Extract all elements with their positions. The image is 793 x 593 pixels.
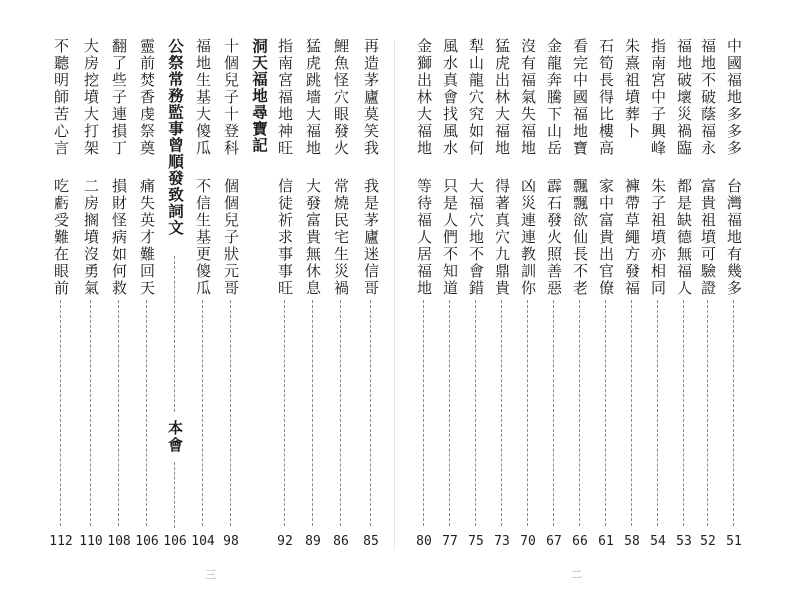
- toc-entry-second-line: 褲帶草繩方發福: [623, 178, 641, 297]
- toc-entry-second-line: 痛失英才難回天: [138, 178, 156, 297]
- toc-page-number: 52: [700, 534, 716, 549]
- toc-entry[interactable]: [489, 0, 515, 593]
- toc-entry-second-line: 凶災連連教訓你: [519, 178, 537, 297]
- toc-entry-second-line: 大福穴地不會錯: [467, 178, 485, 297]
- toc-entry-second-line: 二房搁墳沒勇氣: [82, 178, 100, 297]
- toc-entry[interactable]: [671, 0, 697, 593]
- toc-page-number: 77: [442, 534, 458, 549]
- toc-entry-first-line: 金獅出林大福地: [415, 38, 433, 157]
- toc-entry-first-line: 風水真會找風水: [441, 38, 459, 157]
- leader-dots: [174, 462, 175, 528]
- toc-entry[interactable]: [300, 0, 326, 593]
- toc-entry-second-line: 都是缺德無福人: [675, 178, 693, 297]
- leader-dots: [202, 300, 203, 526]
- toc-entry-first-line: 翻了些子連損丁: [110, 38, 128, 157]
- toc-page-number: 80: [416, 534, 432, 549]
- toc-entry[interactable]: [246, 0, 272, 593]
- toc-entry-second-line: 只是人們不知道: [441, 178, 459, 297]
- toc-page-number: 85: [363, 534, 379, 549]
- toc-page-number: 92: [277, 534, 293, 549]
- toc-page-number: 98: [223, 534, 239, 549]
- toc-page-number: 112: [49, 534, 73, 549]
- toc-section-heading: 公祭常務監事曾順發致詞文: [166, 38, 184, 236]
- toc-entry[interactable]: [134, 0, 160, 593]
- toc-entry[interactable]: [593, 0, 619, 593]
- toc-entry[interactable]: [78, 0, 104, 593]
- toc-entry[interactable]: [645, 0, 671, 593]
- leader-dots: [90, 300, 91, 526]
- toc-entry[interactable]: [328, 0, 354, 593]
- toc-entry-first-line: 福地不破蔭福永: [699, 38, 717, 157]
- leader-dots: [475, 300, 476, 526]
- toc-entry-first-line: 金龍奔騰下山岳: [545, 38, 563, 157]
- toc-page-number: 54: [650, 534, 666, 549]
- toc-entry-second-line: 損財怪病如何救: [110, 178, 128, 297]
- leader-dots: [631, 300, 632, 526]
- toc-entry[interactable]: [272, 0, 298, 593]
- toc-entry-first-line: 大房挖墳大打架: [82, 38, 100, 157]
- toc-entry[interactable]: [721, 0, 747, 593]
- toc-entry-first-line: 石筍長得比樓高: [597, 38, 615, 157]
- toc-entry-second-line: 霹石發火照善惡: [545, 178, 563, 297]
- leader-dots: [449, 300, 450, 526]
- toc-entry-first-line: 再造茅廬莫笑我: [362, 38, 380, 157]
- toc-page-number: 89: [305, 534, 321, 549]
- toc-page-number: 67: [546, 534, 562, 549]
- toc-entry-second-line: 信徒祈求事事旺: [276, 178, 294, 297]
- toc-entry-first-line: 沒有福氣失福地: [519, 38, 537, 157]
- page-footer-mark: 二: [571, 568, 582, 581]
- leader-dots: [605, 300, 606, 526]
- toc-entry[interactable]: [358, 0, 384, 593]
- toc-entry-second-line: 我是茅廬迷信哥: [362, 178, 380, 297]
- leader-dots: [118, 300, 119, 526]
- leader-dots: [230, 300, 231, 526]
- toc-entry-second-line: 常燒民宅生災禍: [332, 178, 350, 297]
- leader-dots: [370, 300, 371, 526]
- toc-entry-author: 本會: [166, 420, 184, 454]
- toc-page-number: 73: [494, 534, 510, 549]
- toc-entry-first-line: 指南宮中子興峰: [649, 38, 667, 157]
- toc-entry-second-line: 飄飄欲仙長不老: [571, 178, 589, 297]
- toc-page-number: 70: [520, 534, 536, 549]
- toc-entry-first-line: 看完中國福地寶: [571, 38, 589, 157]
- toc-entry-second-line: 不信生基更傻瓜: [194, 178, 212, 297]
- toc-page-number: 110: [79, 534, 103, 549]
- page-footer-mark: 三: [205, 568, 216, 581]
- leader-dots: [733, 300, 734, 526]
- toc-page-number: 51: [726, 534, 742, 549]
- toc-entry[interactable]: [695, 0, 721, 593]
- toc-entry-first-line: 指南宮福地神旺: [276, 38, 294, 157]
- toc-entry-second-line: 個個兒子狀元哥: [222, 178, 240, 297]
- toc-entry-first-line: 朱熹祖墳葬卜: [623, 38, 641, 140]
- page-gutter: [394, 40, 395, 550]
- toc-section-heading: 洞天福地尋寶記: [250, 38, 268, 154]
- leader-dots: [527, 300, 528, 526]
- toc-page-number: 106: [135, 534, 159, 549]
- toc-page-number: 53: [676, 534, 692, 549]
- leader-dots: [340, 300, 341, 526]
- leader-dots: [60, 300, 61, 526]
- toc-page-number: 66: [572, 534, 588, 549]
- leader-dots: [174, 256, 175, 412]
- toc-entry-first-line: 鯉魚怪穴眼發火: [332, 38, 350, 157]
- toc-entry-first-line: 靈前焚香虔祭奠: [138, 38, 156, 157]
- toc-entry[interactable]: [218, 0, 244, 593]
- toc-entry[interactable]: [567, 0, 593, 593]
- toc-entry-first-line: 十個兒子十登科: [222, 38, 240, 157]
- leader-dots: [146, 300, 147, 526]
- leader-dots: [312, 300, 313, 526]
- toc-entry-second-line: 吃虧受難在眼前: [52, 178, 70, 297]
- right-page: [396, 0, 793, 593]
- toc-entry-first-line: 中國福地多多多: [725, 38, 743, 157]
- toc-entry-first-line: 不聽明師苦心言: [52, 38, 70, 157]
- toc-entry[interactable]: [106, 0, 132, 593]
- toc-entry[interactable]: [190, 0, 216, 593]
- leader-dots: [579, 300, 580, 526]
- toc-page-number: 86: [333, 534, 349, 549]
- toc-entry[interactable]: [541, 0, 567, 593]
- toc-entry[interactable]: [619, 0, 645, 593]
- toc-page-number: 108: [107, 534, 131, 549]
- leader-dots: [423, 300, 424, 526]
- toc-entry[interactable]: [463, 0, 489, 593]
- leader-dots: [657, 300, 658, 526]
- left-page: [0, 0, 396, 593]
- toc-entry-second-line: 得著真穴九鼎貴: [493, 178, 511, 297]
- toc-entry[interactable]: [48, 0, 74, 593]
- toc-entry-second-line: 大發富貴無休息: [304, 178, 322, 297]
- toc-entry-second-line: 富貴祖墳可驗證: [699, 178, 717, 297]
- toc-page-number: 106: [163, 534, 187, 549]
- leader-dots: [553, 300, 554, 526]
- toc-entry-second-line: 家中富貴出官僚: [597, 178, 615, 297]
- toc-page-number: 58: [624, 534, 640, 549]
- toc-page-number: 75: [468, 534, 484, 549]
- toc-entry-first-line: 猛虎出林大福地: [493, 38, 511, 157]
- toc-page-number: 104: [191, 534, 215, 549]
- toc-entry-first-line: 福地破壞災禍臨: [675, 38, 693, 157]
- toc-entry[interactable]: [162, 0, 188, 593]
- toc-entry-second-line: 等待福人居福地: [415, 178, 433, 297]
- toc-entry-first-line: 福地生基大傻瓜: [194, 38, 212, 157]
- toc-page-number: 61: [598, 534, 614, 549]
- toc-entry[interactable]: [411, 0, 437, 593]
- toc-entry-second-line: 朱子祖墳亦相同: [649, 178, 667, 297]
- toc-entry-second-line: 台灣福地有幾多: [725, 178, 743, 297]
- toc-entry[interactable]: [515, 0, 541, 593]
- toc-entry-first-line: 犁山龍穴究如何: [467, 38, 485, 157]
- toc-entry[interactable]: [437, 0, 463, 593]
- leader-dots: [683, 300, 684, 526]
- leader-dots: [284, 300, 285, 526]
- leader-dots: [501, 300, 502, 526]
- leader-dots: [707, 300, 708, 526]
- toc-entry-first-line: 猛虎跳墻大福地: [304, 38, 322, 157]
